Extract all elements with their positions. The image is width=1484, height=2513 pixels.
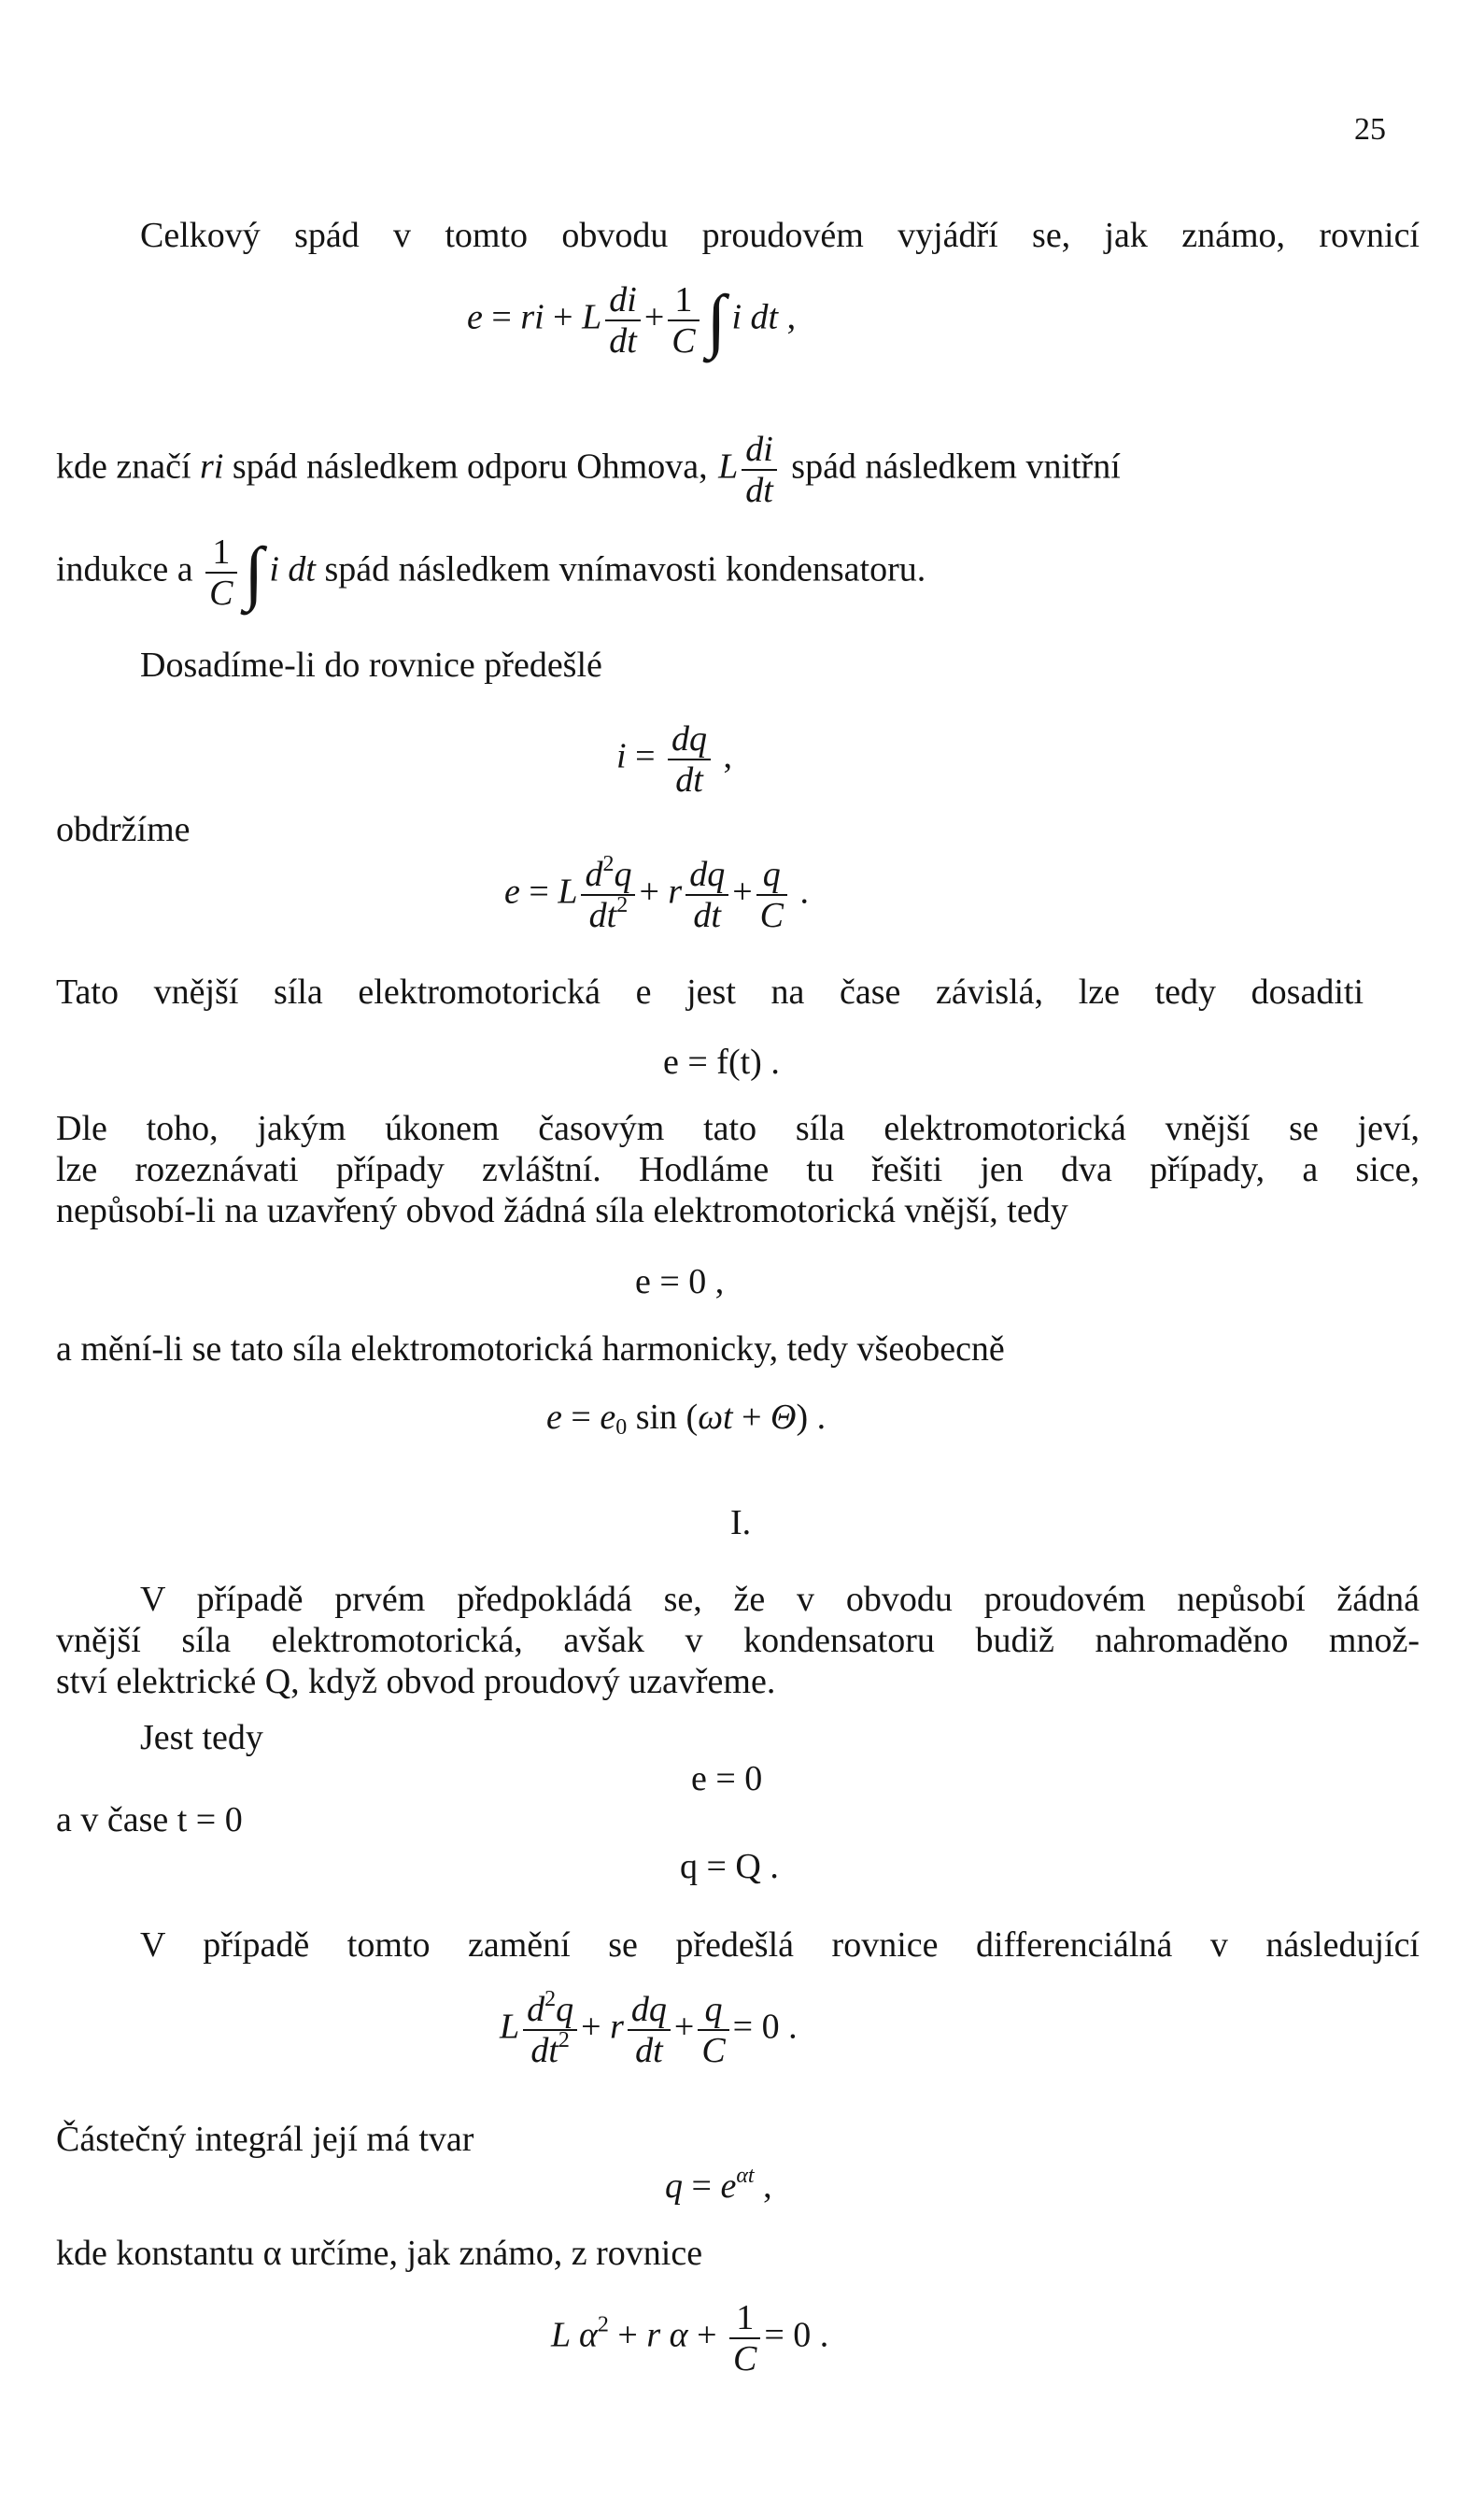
equation-4: e = f(t) . [663, 1043, 780, 1082]
equation-8: q = Q . [680, 1847, 779, 1886]
text-fragment: spád následkem vnímavosti kondensatoru. [324, 549, 926, 589]
text-fragment: ri [200, 447, 224, 487]
text-fragment: indukce a [56, 549, 193, 589]
text-line [56, 1661, 775, 1702]
text-fragment: kde značí [56, 447, 191, 487]
section-heading: I. [730, 1503, 752, 1542]
equation-6: $e = e_0$ sin (ωt + Θ) . [546, 1398, 827, 1440]
text-line [56, 430, 1420, 510]
text-line: V případě prvém předpokládá se, že v obvodu proudovém nepůsobí žádná [140, 1580, 1420, 1619]
text-line: Celkový spád v tomto obvodu proudovém vyjádří se, jak známo, rovnicí [140, 216, 1420, 255]
text-line: lze rozeznávati případy zvláštní. Hodláme tu řešiti jen dva případy, a sice, [56, 1150, 1420, 1189]
text-line: obdržíme [56, 810, 191, 849]
equation-9: L $\frac{d^2q}{dt^2}$ + r $\frac{dq}{dt}$ + $\frac{q}{C}$ = 0 . [500, 1987, 798, 2070]
text-line: a mění-li se tato síla elektromotorická harmonicky, tedy všeobecně [56, 1329, 1005, 1369]
text-line: Částečný integrál její má tvar [56, 2120, 474, 2159]
text-line: vnější síla elektromotorická, avšak v kondensatoru budiž nahromaděno množ- [56, 1621, 1420, 1660]
equation-1: e = ri + L $\frac{di}{dt}$ + $\frac{1}{C}$ ∫ i dt , [467, 280, 797, 361]
equation-2: i = $\frac{dq}{dt}$ , [616, 719, 732, 800]
text-line: kde konstantu α určíme, jak známo, z rovnice [56, 2234, 703, 2273]
text-fragment: spád následkem vnitřní [791, 447, 1121, 487]
equation-7: e = 0 [691, 1759, 763, 1798]
text-line: Tato vnější síla elektromotorická e jest na čase závislá, lze tedy dosaditi [56, 973, 1364, 1012]
text-fragment: spád následkem odporu Ohmova, [232, 447, 708, 487]
equation-3: e = L $\frac{d^2q}{dt^2}$ + r $\frac{dq}{dt}$ + $\frac{q}{C}$ . [504, 852, 809, 935]
equation-5: e = 0 , [635, 1262, 725, 1301]
equation-11: L $\alpha^2 + r$ α + $\frac{1}{C}$ = 0 . [551, 2298, 829, 2378]
inline-equation: L $\frac{di}{dt}$ [718, 430, 781, 510]
text-fragment: ství elektrické Q, když obvod proudový uzavřeme. [56, 1662, 776, 1701]
equation-10: $q = e^{\alpha t}$ , [665, 2164, 772, 2206]
text-line: Dle toho, jakým úkonem časovým tato síla elektromotorická vnější se jeví, [56, 1109, 1420, 1148]
text-line: Jest tedy [140, 1718, 263, 1757]
text-line [56, 532, 1364, 613]
text-line: a v čase t = 0 [56, 1800, 243, 1839]
inline-equation: $\frac{1}{C}$ ∫ i dt [202, 532, 316, 613]
text-line: V případě tomto zamění se předešlá rovnice differenciálná v následující [140, 1925, 1420, 1965]
page-number: 25 [1354, 112, 1386, 147]
text-line: nepůsobí-li na uzavřený obvod žádná síla elektromotorická vnější, tedy [56, 1191, 1068, 1230]
text-line: Dosadíme-li do rovnice předešlé [140, 646, 602, 685]
